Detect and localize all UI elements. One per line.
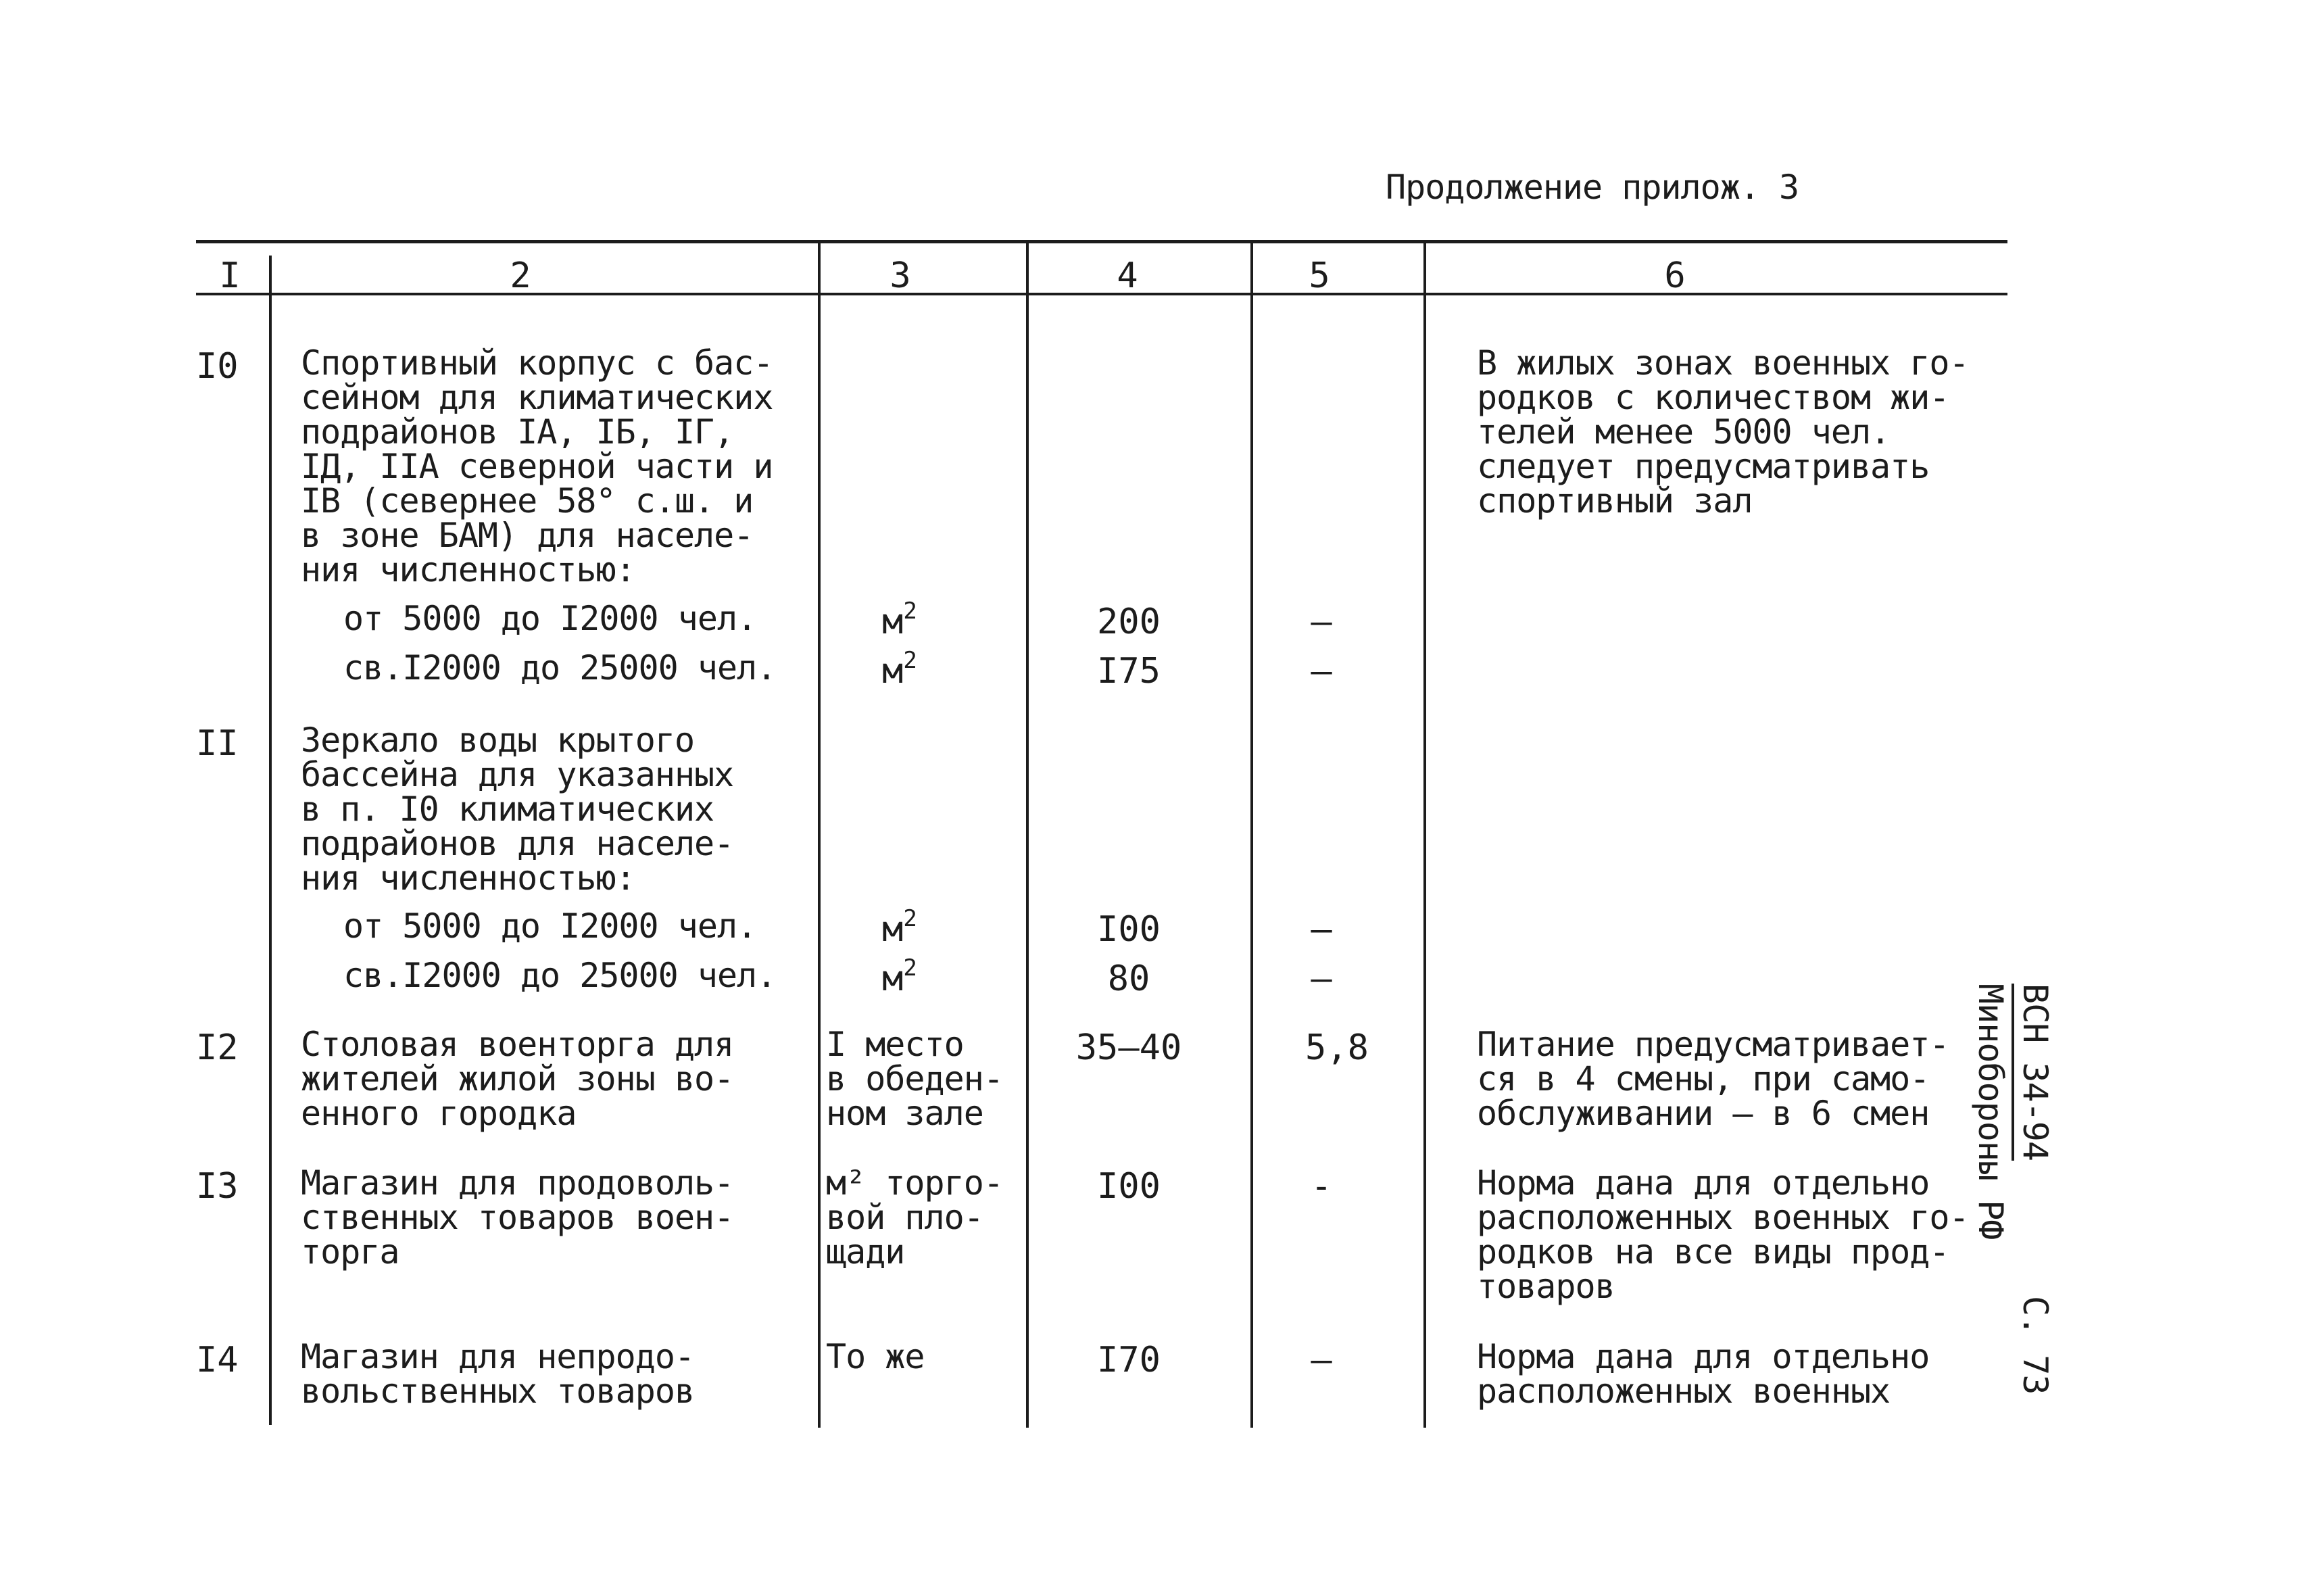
row-col5: 5,8 — [1305, 1027, 1369, 1068]
row-value: 35–40 — [1075, 1027, 1182, 1068]
sub-row-col5: – — [1311, 909, 1332, 950]
organization-name: Минобороны РФ — [1971, 984, 2010, 1240]
sub-row-value: I75 — [1097, 651, 1161, 692]
row-description: Магазин для продоволь- ственных товаров воен- торга — [301, 1163, 734, 1272]
row-number: I2 — [196, 1027, 239, 1068]
sub-row-value: 200 — [1097, 602, 1161, 642]
column-divider-2 — [818, 243, 821, 1428]
column-number-1: I — [219, 256, 241, 296]
row-note: Норма дана для отдельно расположенных военных — [1477, 1337, 1930, 1411]
row-number: I0 — [196, 346, 239, 387]
row-description: Столовая военторга для жителей жилой зоны во- енного городка — [301, 1025, 734, 1133]
sub-row-unit: $м^2$ — [882, 598, 917, 642]
column-number-3: 3 — [890, 256, 911, 296]
row-unit: I место в обеден- ном зале — [826, 1025, 1003, 1133]
sub-row-unit: $м^2$ — [882, 954, 917, 999]
row-value: I00 — [1097, 1166, 1161, 1207]
column-divider-5 — [1423, 243, 1426, 1428]
row-note: Питание предусматривает- ся в 4 смены, при само- обслуживании – в 6 смен — [1477, 1025, 1949, 1133]
sub-row-value: I00 — [1097, 909, 1161, 950]
row-description: Зеркало воды крытого бассейна для указанных в п. I0 климатических подрайонов для населе- ния численностью: — [301, 721, 734, 898]
row-number: I3 — [196, 1166, 239, 1207]
row-note: В жилых зонах военных го- родков с количеством жи- телей менее 5000 чел. следует предусматривать спортивный зал — [1477, 343, 1969, 521]
row-unit: То же — [826, 1337, 925, 1376]
row-number: II — [196, 723, 239, 764]
sub-row-label: от 5000 до I2000 чел. — [343, 599, 757, 638]
page-number: С. 73 — [2016, 1295, 2055, 1395]
column-number-6: 6 — [1664, 256, 1686, 296]
header-bottom-rule — [196, 293, 2007, 295]
row-value: I70 — [1097, 1340, 1161, 1380]
row-col5: – — [1311, 1340, 1332, 1380]
row-unit: м² торго- вой пло- щади — [826, 1163, 1003, 1272]
side-stamp — [1971, 984, 2055, 1394]
sub-row-col5: – — [1311, 959, 1332, 999]
continuation-header: Продолжение прилож. 3 — [1386, 168, 1799, 207]
sub-row-unit: $м^2$ — [882, 647, 917, 692]
column-number-2: 2 — [510, 256, 531, 296]
row-number: I4 — [196, 1340, 239, 1380]
column-number-5: 5 — [1309, 256, 1330, 296]
sub-row-value: 80 — [1107, 959, 1150, 999]
row-description: Спортивный корпус с бас- сейном для климатических подрайонов IA, IБ, IГ, IД, IIA северной части и IB (севернее 58° с.ш. и в зоне БАМ) для населе- ния численностью: — [301, 343, 773, 589]
sub-row-col5: – — [1311, 602, 1332, 642]
column-number-4: 4 — [1117, 256, 1138, 296]
table-top-rule — [196, 240, 2007, 243]
sub-row-label: св.I2000 до 25000 чел. — [343, 648, 777, 687]
document-code: ВСН 34-94 — [2012, 984, 2055, 1161]
row-note: Норма дана для отдельно расположенных военных го- родков на все виды прод- товаров — [1477, 1163, 1969, 1306]
sub-row-label: от 5000 до I2000 чел. — [343, 906, 757, 946]
sub-row-label: св.I2000 до 25000 чел. — [343, 956, 777, 995]
column-divider-1 — [269, 256, 272, 1425]
sub-row-unit: $м^2$ — [882, 905, 917, 950]
row-col5: - — [1311, 1166, 1332, 1207]
row-description: Магазин для непродо- вольственных товаров — [301, 1337, 695, 1411]
column-divider-3 — [1026, 240, 1029, 1428]
sub-row-col5: – — [1311, 651, 1332, 692]
column-divider-4 — [1250, 243, 1253, 1428]
